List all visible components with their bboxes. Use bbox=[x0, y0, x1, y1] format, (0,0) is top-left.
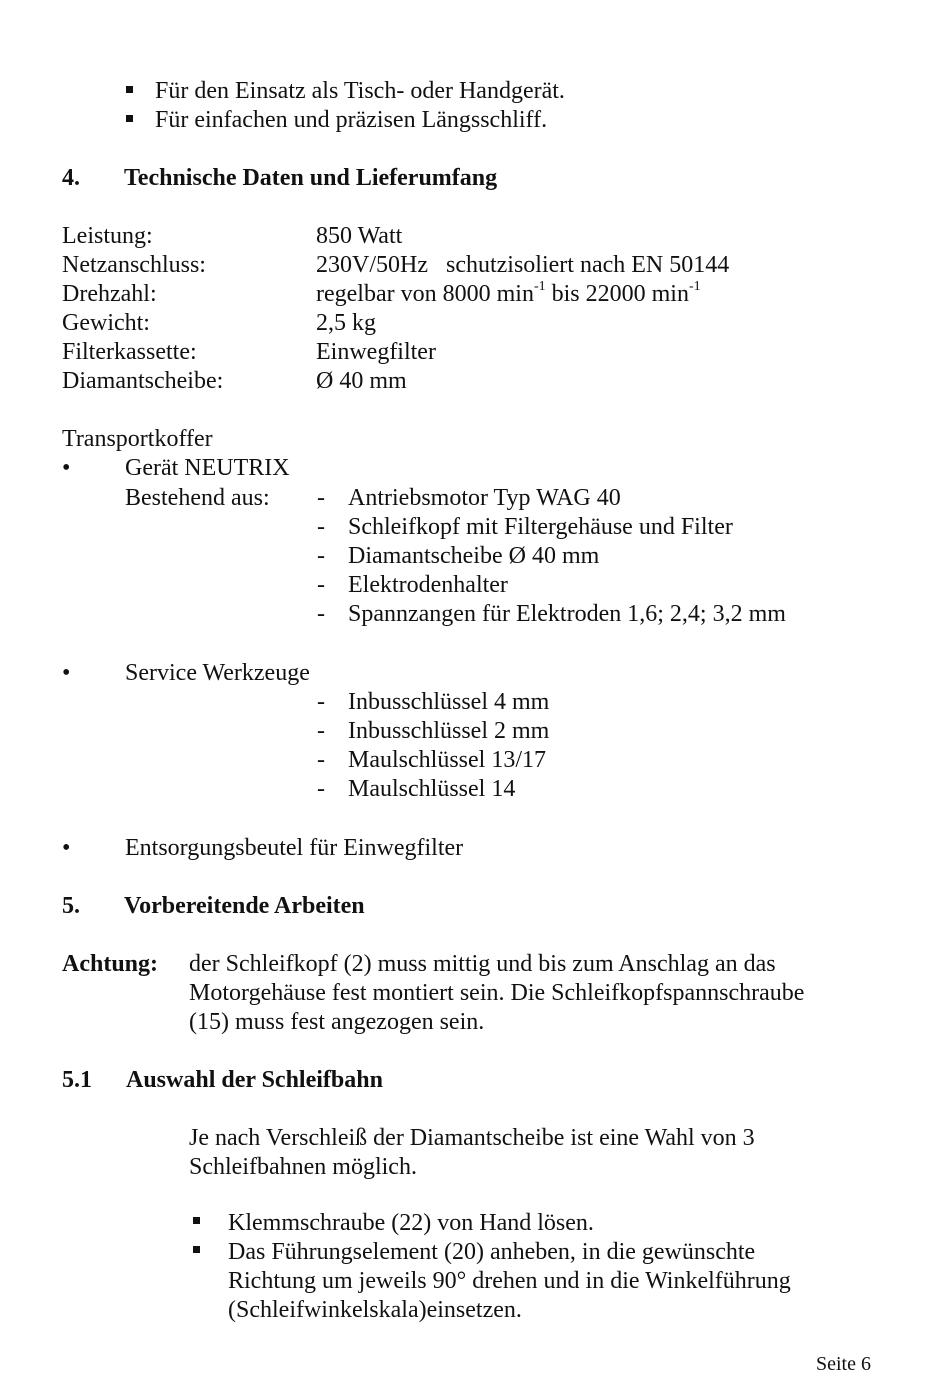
case-label: Transportkoffer bbox=[62, 426, 213, 452]
speed-unit-exponent: -1 bbox=[688, 279, 701, 294]
intro-line: Schleifbahnen möglich. bbox=[189, 1154, 417, 1180]
section-51-title: Auswahl der Schleifbahn bbox=[126, 1067, 383, 1093]
bullet-square-icon bbox=[193, 1246, 200, 1253]
list-item: Maulschlüssel 13/17 bbox=[348, 747, 546, 773]
dash-icon: - bbox=[317, 514, 325, 540]
spec-value: Ø 40 mm bbox=[316, 368, 407, 394]
dash-icon: - bbox=[317, 485, 325, 511]
spec-label: Gewicht: bbox=[62, 310, 150, 336]
list-item: Schleifkopf mit Filtergehäuse und Filter bbox=[348, 514, 733, 540]
dash-icon: - bbox=[317, 776, 325, 802]
bullet-square-icon bbox=[126, 86, 133, 93]
list-item: Antriebsmotor Typ WAG 40 bbox=[348, 485, 621, 511]
step-line: (Schleifwinkelskala)einsetzen. bbox=[228, 1297, 522, 1323]
spec-value: 850 Watt bbox=[316, 223, 403, 249]
dash-icon: - bbox=[317, 543, 325, 569]
intro-bullet-1: Für den Einsatz als Tisch- oder Handgerät. bbox=[155, 78, 565, 104]
list-item: Maulschlüssel 14 bbox=[348, 776, 516, 802]
list-item: Inbusschlüssel 4 mm bbox=[348, 689, 550, 715]
section-5-number: 5. bbox=[62, 893, 80, 919]
bullet-dot-icon: • bbox=[62, 455, 71, 481]
group-title: Gerät NEUTRIX bbox=[125, 455, 290, 481]
group-sublabel: Bestehend aus: bbox=[125, 485, 270, 511]
bullet-square-icon bbox=[193, 1217, 200, 1224]
bullet-dot-icon: • bbox=[62, 660, 71, 686]
dash-icon: - bbox=[317, 601, 325, 627]
section-5-title: Vorbereitende Arbeiten bbox=[124, 893, 365, 919]
list-item: Elektrodenhalter bbox=[348, 572, 508, 598]
spec-label: Diamantscheibe: bbox=[62, 368, 224, 394]
section-4-number: 4. bbox=[62, 165, 80, 191]
spec-label: Filterkassette: bbox=[62, 339, 197, 365]
spec-label: Netzanschluss: bbox=[62, 252, 206, 278]
bullet-dot-icon: • bbox=[62, 835, 71, 861]
spec-value: 2,5 kg bbox=[316, 310, 376, 336]
group-title: Entsorgungsbeutel für Einwegfilter bbox=[125, 835, 464, 861]
warning-line: der Schleifkopf (2) muss mittig und bis zum Anschlag an das bbox=[189, 951, 776, 977]
dash-icon: - bbox=[317, 572, 325, 598]
group-title: Service Werkzeuge bbox=[125, 660, 310, 686]
dash-icon: - bbox=[317, 747, 325, 773]
warning-line: Motorgehäuse fest montiert sein. Die Schleifkopfspannschraube bbox=[189, 980, 805, 1006]
step-line: Richtung um jeweils 90° drehen und in die Winkelführung bbox=[228, 1268, 791, 1294]
speed-to: bis 22000 min bbox=[545, 281, 689, 307]
spec-label: Leistung: bbox=[62, 223, 153, 249]
dash-icon: - bbox=[317, 718, 325, 744]
section-4-title: Technische Daten und Lieferumfang bbox=[124, 165, 498, 191]
list-item: Inbusschlüssel 2 mm bbox=[348, 718, 550, 744]
section-51-number: 5.1 bbox=[62, 1067, 92, 1093]
list-item: Diamantscheibe Ø 40 mm bbox=[348, 543, 600, 569]
warning-line: (15) muss fest angezogen sein. bbox=[189, 1009, 485, 1035]
speed-from: regelbar von 8000 min bbox=[316, 281, 534, 307]
step-line: Das Führungselement (20) anheben, in die gewünschte bbox=[228, 1239, 756, 1265]
spec-value-speed bbox=[316, 280, 701, 309]
spec-label: Drehzahl: bbox=[62, 281, 157, 307]
bullet-square-icon bbox=[126, 115, 133, 122]
intro-line: Je nach Verschleiß der Diamantscheibe ist eine Wahl von 3 bbox=[189, 1125, 755, 1151]
intro-bullet-2: Für einfachen und präzisen Längsschliff. bbox=[155, 107, 548, 133]
spec-value: Einwegfilter bbox=[316, 339, 436, 365]
spec-value: 230V/50Hz schutzisoliert nach EN 50144 bbox=[316, 252, 730, 278]
list-item: Spannzangen für Elektroden 1,6; 2,4; 3,2 mm bbox=[348, 601, 786, 627]
step-line: Klemmschraube (22) von Hand lösen. bbox=[228, 1210, 594, 1236]
page-number: Seite 6 bbox=[816, 1353, 871, 1375]
warning-label: Achtung: bbox=[62, 951, 159, 977]
dash-icon: - bbox=[317, 689, 325, 715]
speed-unit-exponent: -1 bbox=[533, 279, 546, 294]
